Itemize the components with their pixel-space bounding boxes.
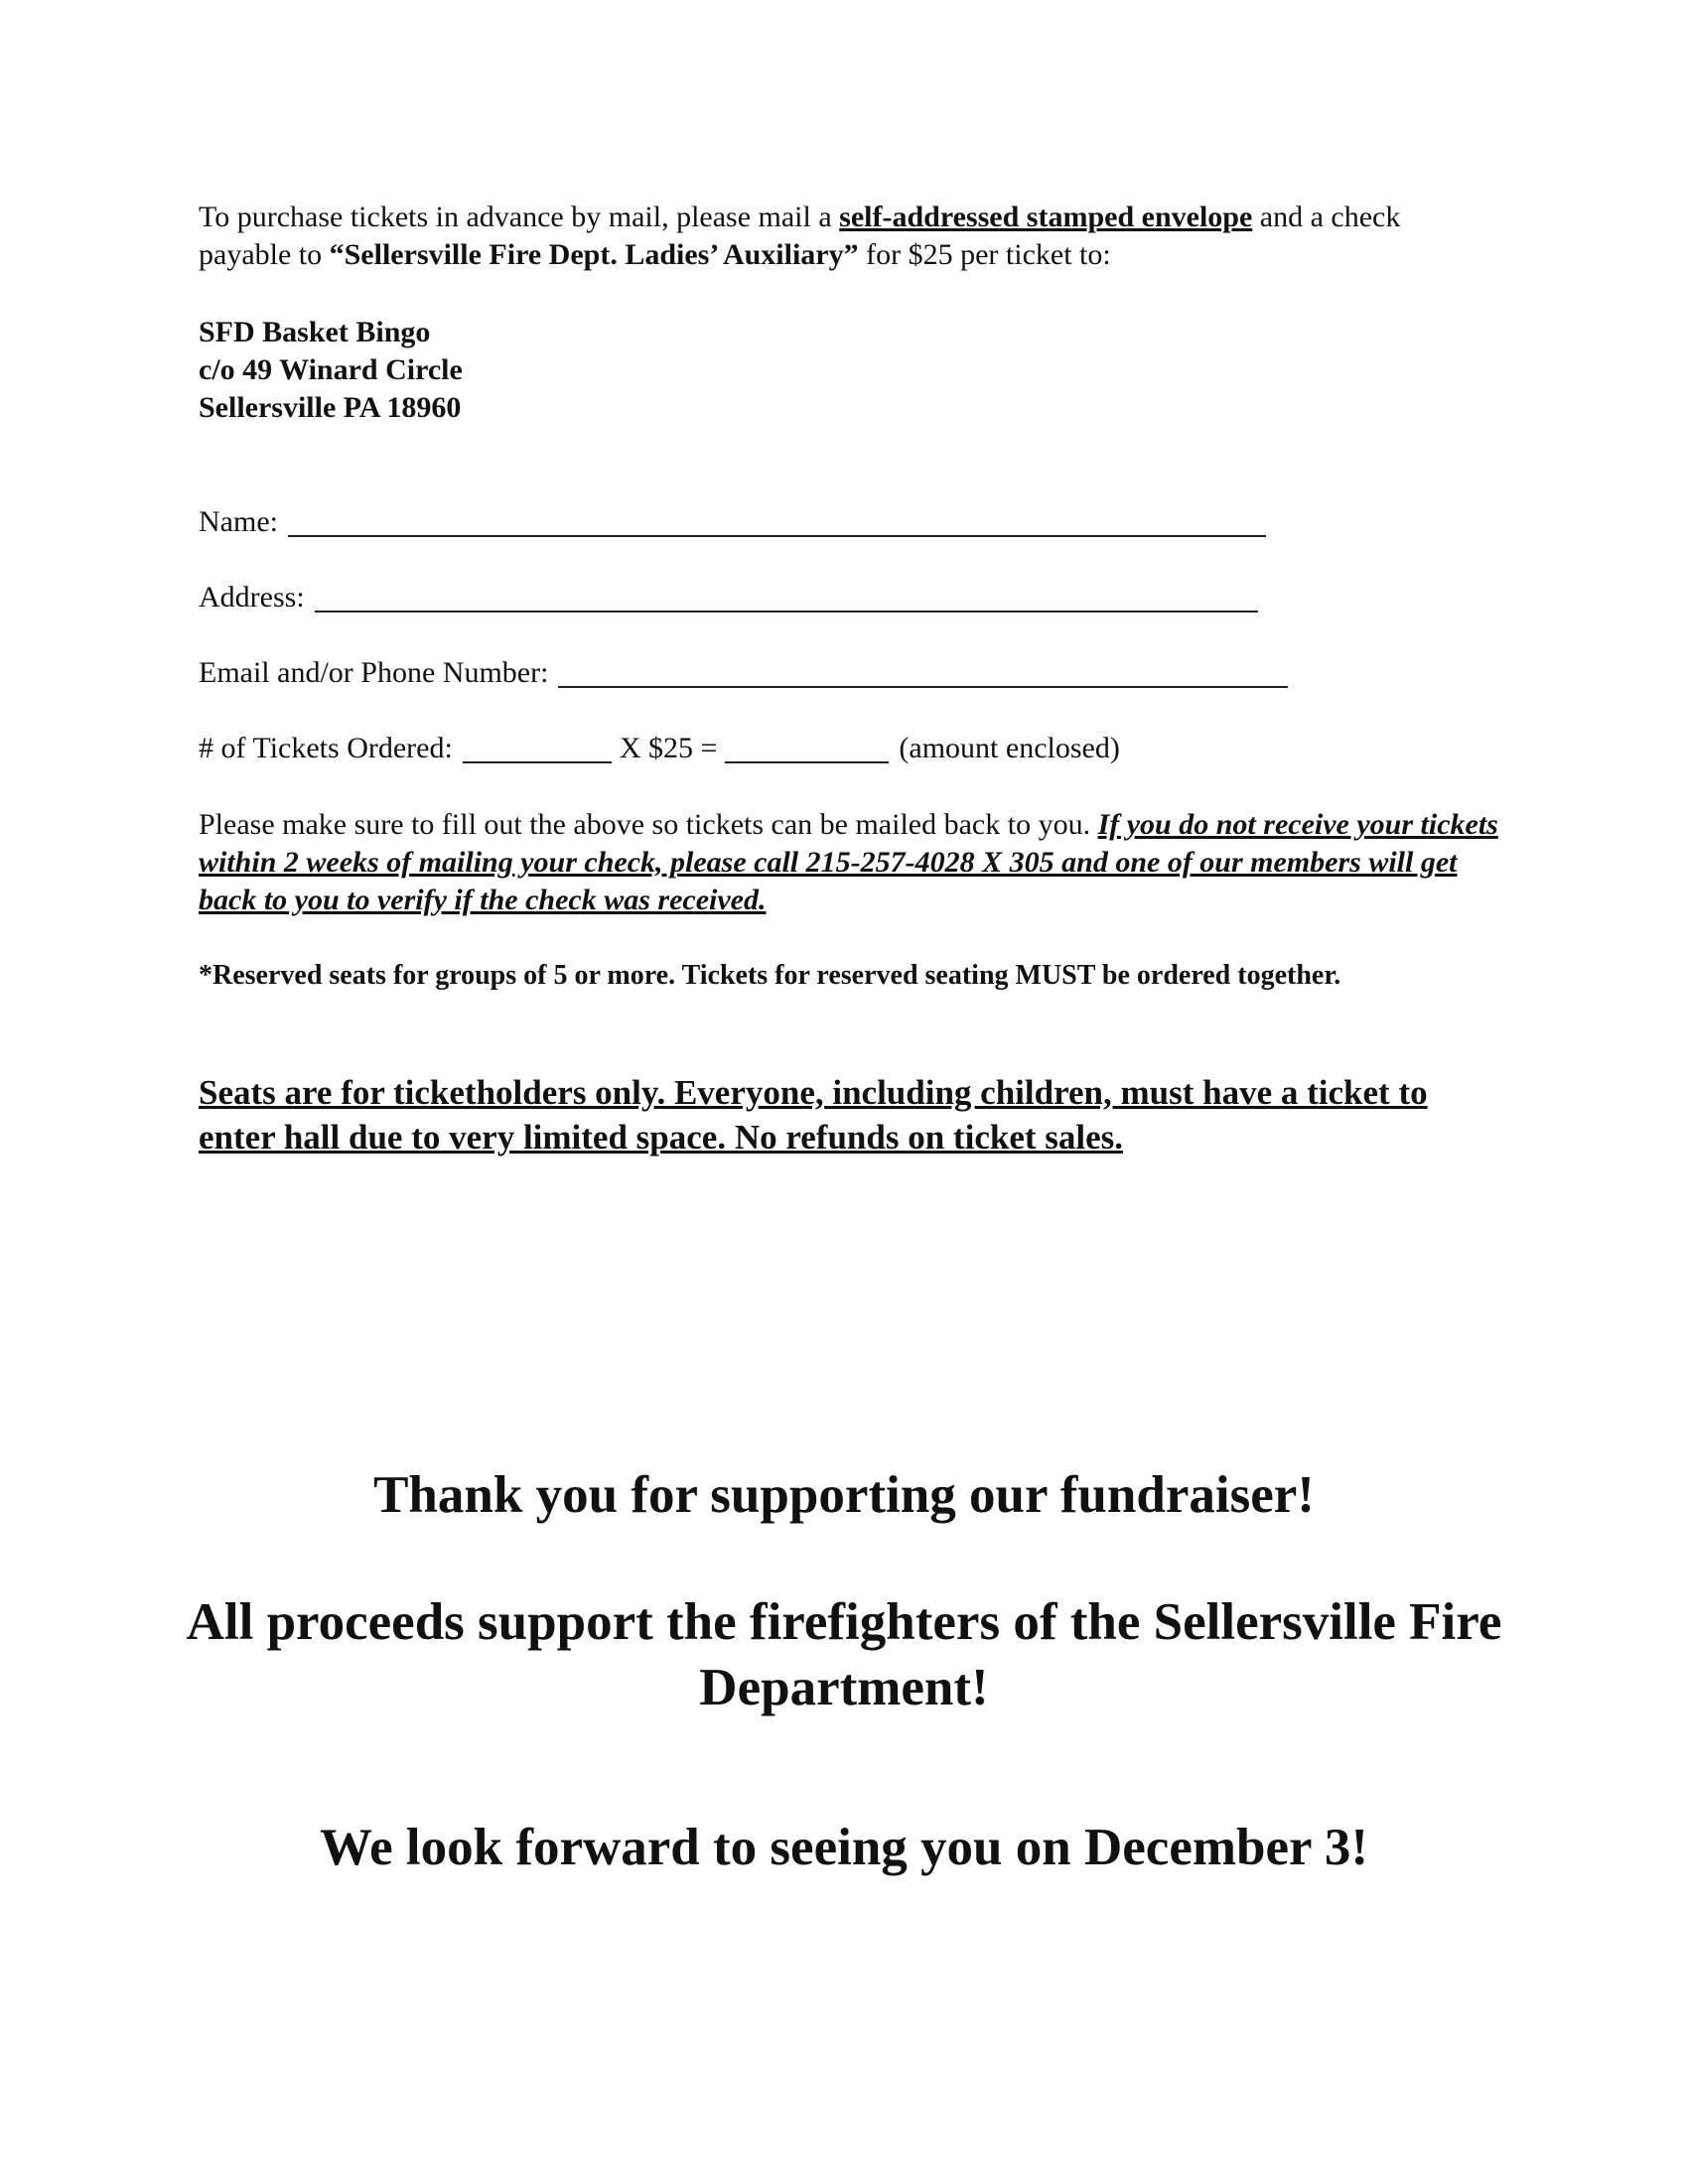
address-label: Address: [199, 581, 305, 614]
mailing-address [199, 314, 463, 427]
contact-field-row [199, 654, 1288, 692]
price-multiplier: X $25 = [619, 732, 718, 764]
proceeds-heading: All proceeds support the firefighters of the Sellersville Fire Department! [186, 1593, 1502, 1716]
intro-paragraph [199, 199, 1489, 274]
notice-emphasis-text: If you do not receive your tickets within 2 weeks of mailing your check, please call 215-257-4028 X 305 and one of our members will get back to you to verify if the check was received. [199, 808, 1498, 916]
envelope-emphasis: self-addressed stamped envelope [839, 201, 1253, 233]
address-line-3: Sellersville PA 18960 [199, 391, 462, 424]
contact-blank-line[interactable] [558, 656, 1288, 688]
look-forward-heading: We look forward to seeing you on December 3! [320, 1819, 1368, 1876]
mailing-notice [199, 806, 1499, 919]
intro-text-3: for $25 per ticket to: [858, 238, 1111, 271]
contact-label: Email and/or Phone Number: [199, 656, 549, 689]
address-line-2: c/o 49 Winard Circle [199, 353, 463, 386]
intro-text-2: and a check payable to [199, 201, 1401, 271]
notice-plain-text: Please make sure to fill out the above so tickets can be mailed back to you. [199, 808, 1098, 841]
amount-blank[interactable] [725, 732, 889, 763]
seats-notice: Seats are for ticketholders only. Everyone, including children, must have a ticket to enter hall due to very limited space. No refunds on ticket sales. [199, 1073, 1428, 1157]
amount-enclosed-note: (amount enclosed) [899, 732, 1120, 764]
thank-you-heading: Thank you for supporting our fundraiser! [373, 1466, 1315, 1524]
address-line-1: SFD Basket Bingo [199, 316, 431, 348]
payee-name: “Sellersville Fire Dept. Ladies’ Auxiliary” [329, 238, 859, 271]
tickets-label: # of Tickets Ordered: [199, 732, 453, 764]
address-field-row [199, 579, 1258, 616]
address-blank-line[interactable] [315, 581, 1258, 613]
tickets-field-row [199, 730, 1120, 767]
tickets-count-blank[interactable] [463, 732, 612, 763]
intro-text-1: To purchase tickets in advance by mail, please mail a [199, 201, 840, 233]
reserved-seating-note: *Reserved seats for groups of 5 or more. Tickets for reserved seating MUST be ordered together. [199, 960, 1341, 991]
name-blank-line[interactable] [288, 505, 1266, 537]
name-label: Name: [199, 505, 278, 538]
name-field-row [199, 503, 1266, 541]
